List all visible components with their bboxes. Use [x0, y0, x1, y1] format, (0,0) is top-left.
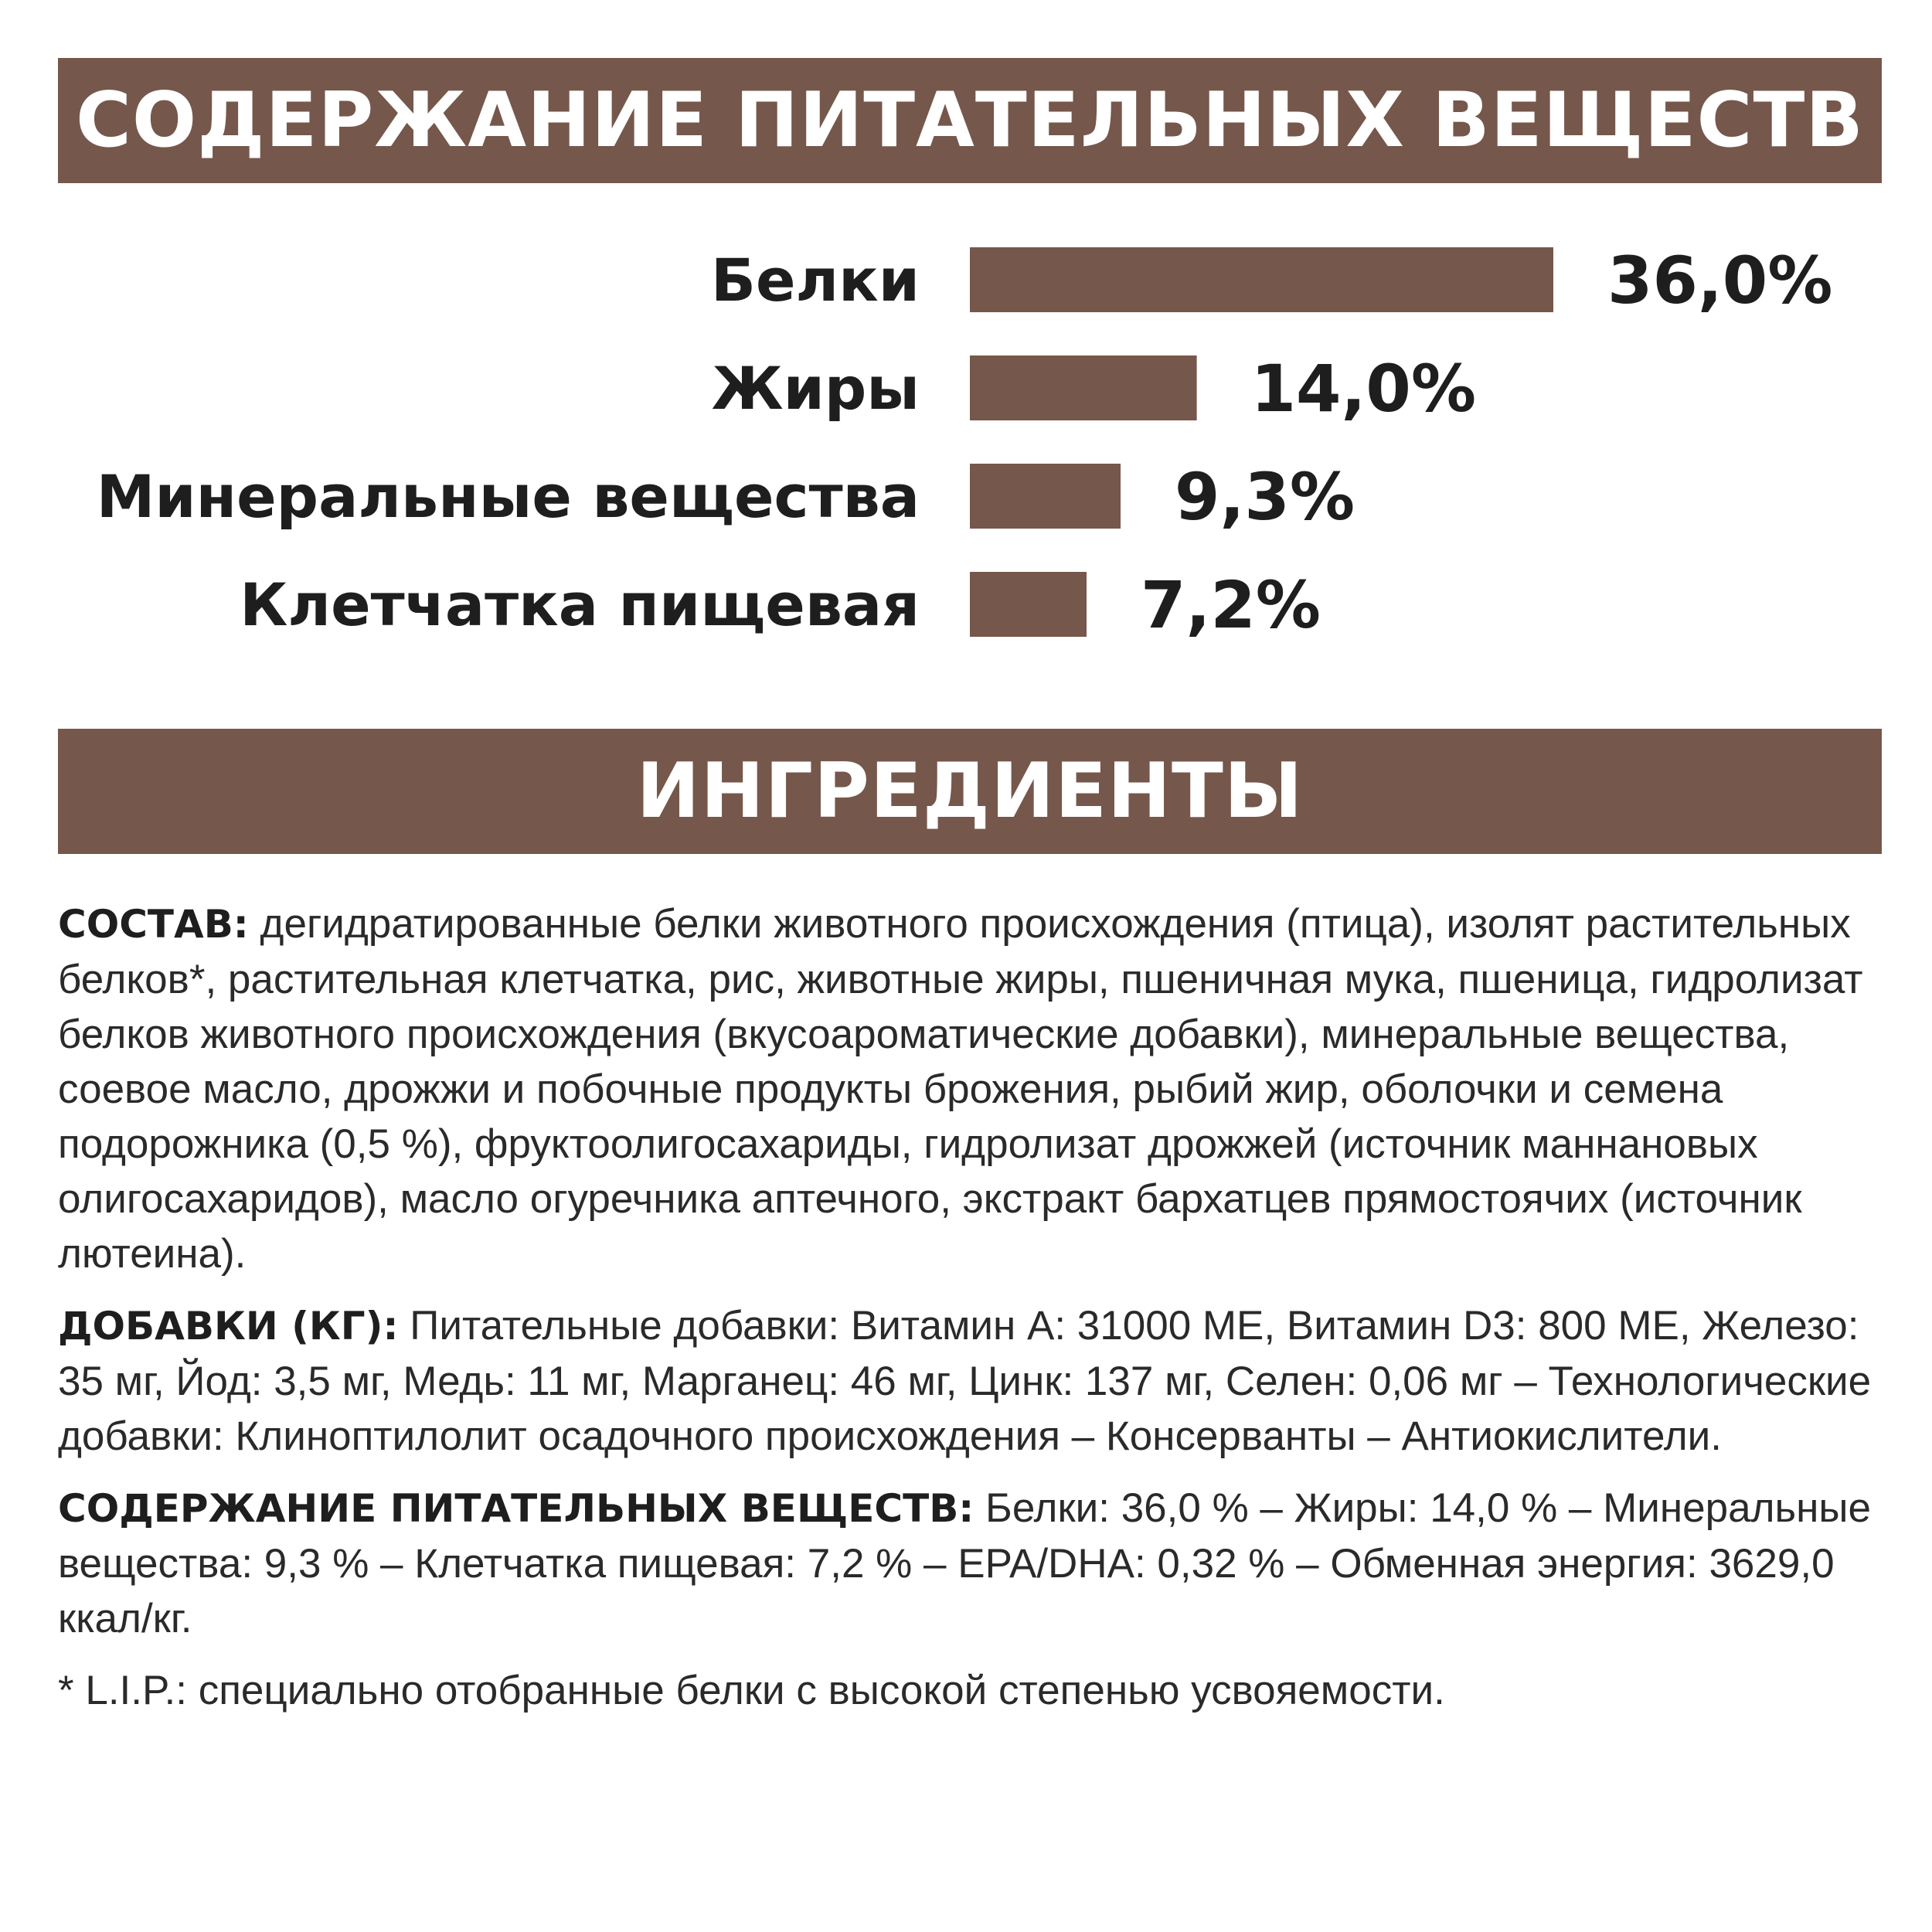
nutrients-header: СОДЕРЖАНИЕ ПИТАТЕЛЬНЫХ ВЕЩЕСТВ	[58, 58, 1882, 183]
nutrient-bar-chart	[0, 232, 1932, 665]
bar-label-0: Белки	[711, 246, 920, 315]
composition-body: дегидратированные белки животного происхождения (птица), изолят растительных белков*, растительная клетчатка, рис, животные жиры, пшеничная мука, пшеница, гидролизат белков животного происхождения (вкусоароматические добавки), минеральные вещества, соевое масло, дрожжи и побочные продукты брожения, рыбий жир, оболочки и семена подорожника (0,5 %), фруктоолигосахариды, гидролизат дрожжей (источник маннановых олигосахаридов), масло огуречника аптечного, экстракт бархатцев прямостоячих (источник лютеина).	[58, 901, 1863, 1277]
composition-paragraph	[58, 896, 1889, 1281]
footnote: * L.I.P.: специально отобранные белки с высокой степенью усвояемости.	[58, 1668, 1445, 1713]
bar-3	[970, 572, 1087, 637]
additives-paragraph	[58, 1298, 1889, 1464]
bar-1	[970, 355, 1197, 420]
composition-label: СОСТАВ:	[58, 902, 249, 947]
nutrients-paragraph	[58, 1481, 1889, 1646]
nutrient-bar-chart-svg	[0, 232, 1932, 665]
bar-value-label-3: 7,2%	[1141, 567, 1321, 643]
bar-label-3: Клетчатка пищевая	[240, 570, 920, 639]
additives-body: Питательные добавки: Витамин A: 31000 МЕ, Витамин D3: 800 МЕ, Железо: 35 мг, Йод: 3,5 мг, Медь: 11 мг, Марганец: 46 мг, Цинк: 137 мг, Селен: 0,06 мг – Технологические добавки: Клиноптилолит осадочного происхождения – Консерванты – Антиокислители.	[58, 1303, 1872, 1459]
nutrients-body: Белки: 36,0 % – Жиры: 14,0 % – Минеральные вещества: 9,3 % – Клетчатка пищевая: 7,2 % – EPA/DHA: 0,32 % – Обменная энергия: 3629,0 ккал/кг.	[58, 1485, 1871, 1641]
additives-label: ДОБАВКИ (КГ):	[58, 1304, 399, 1349]
bar-value-label-0: 36,0%	[1607, 243, 1833, 318]
bar-2	[970, 464, 1121, 529]
bar-value-label-2: 9,3%	[1175, 459, 1355, 535]
bar-label-1: Жиры	[711, 354, 920, 423]
bar-label-2: Минеральные вещества	[96, 462, 920, 531]
nutrients-label: СОДЕРЖАНИЕ ПИТАТЕЛЬНЫХ ВЕЩЕСТВ:	[58, 1486, 975, 1531]
ingredients-text	[58, 896, 1889, 1735]
bar-value-label-1: 14,0%	[1250, 351, 1477, 427]
ingredients-header: ИНГРЕДИЕНТЫ	[58, 729, 1882, 854]
bar-0	[970, 247, 1553, 312]
